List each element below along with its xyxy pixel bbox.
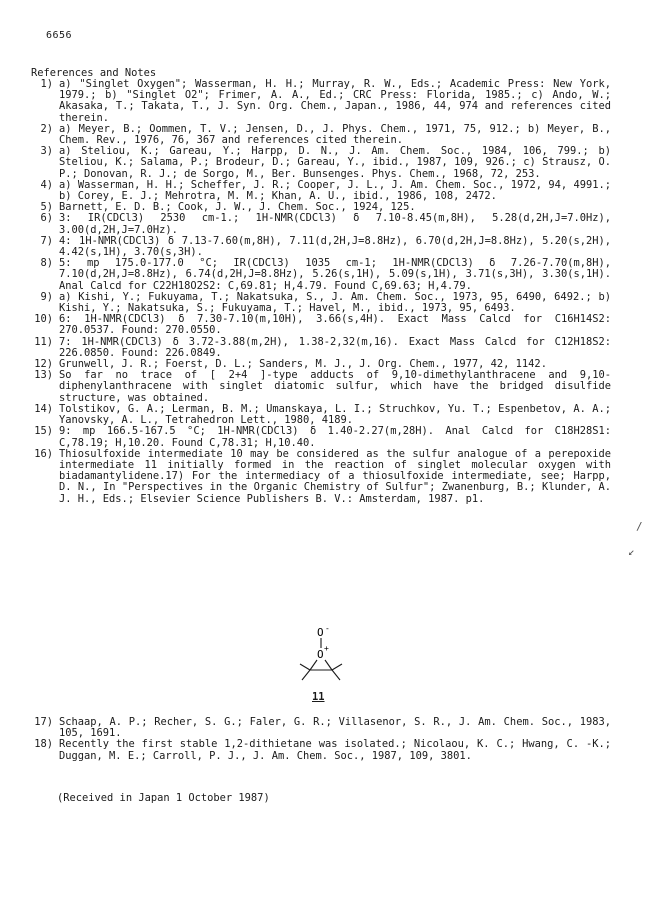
reference-text: Grunwell, J. R.; Foerst, D. L.; Sanders, M. J., J. Org. Chem., 1977, 42, 1142. bbox=[59, 358, 547, 371]
negative-charge: - bbox=[325, 626, 330, 633]
reference-number: 6) bbox=[40, 212, 53, 225]
margin-mark: / bbox=[636, 520, 643, 533]
reference-item bbox=[31, 739, 611, 761]
reference-item bbox=[31, 449, 611, 505]
reference-number: 5) bbox=[40, 201, 53, 214]
reference-item bbox=[31, 292, 611, 314]
reference-text: a) Steliou, K.; Gareau, Y.; Harpp, D. N., J. Am. Chem. Soc., 1984, 106, 799.; b) Steliou, K.; Salama, P.; Brodeur, D.; Gareau, Y., ibid., 1987, 109, 926.; c) Strausz, O. P.; Donovan, R. J.; de Sorgo, M., Ber. Bunsenges. Phys. Chem., 1968, 72, 253. bbox=[59, 145, 611, 180]
reference-item bbox=[31, 213, 611, 235]
reference-text: a) Kishi, Y.; Fukuyama, T.; Nakatsuka, S., J. Am. Chem. Soc., 1973, 95, 6490, 6492.; b) Kishi, Y.; Nakatsuka, S.; Fukuyama, T.; Havel, M., ibid., 1973, 95, 6493. bbox=[59, 290, 611, 315]
substituent-bond bbox=[300, 664, 310, 670]
substituent-bond bbox=[332, 664, 342, 670]
reference-number: 7) bbox=[40, 234, 53, 247]
oxygen-anion-atom: O bbox=[317, 626, 324, 639]
reference-number: 17) bbox=[34, 716, 53, 728]
figure-label: 11 bbox=[312, 691, 325, 703]
reference-text: 4: 1H-NMR(CDCl3) δ 7.13-7.60(m,8H), 7.11(d,2H,J=8.8Hz), 6.70(d,2H,J=8.8Hz), 5.20(s,2H), 4.42(s,1H), 3.70(s,3H). bbox=[59, 234, 611, 259]
reference-number: 2) bbox=[40, 122, 53, 135]
reference-text: Recently the first stable 1,2-dithietane was isolated.; Nicolaou, K. C.; Hwang, C. -K.; Duggan, M. E.; Carroll, P. J., J. Am. Chem. Soc., 1987, 109, 3801. bbox=[59, 738, 611, 762]
reference-item bbox=[31, 79, 611, 124]
reference-number: 4) bbox=[40, 178, 53, 191]
page-number: 6656 bbox=[46, 30, 73, 41]
reference-number: 9) bbox=[40, 290, 53, 303]
reference-number: 11) bbox=[34, 335, 53, 348]
reference-text: 7: 1H-NMR(CDCl3) δ 3.72-3.88(m,2H), 1.38-2,32(m,16). Exact Mass Calcd for C12H18S2: 226.0850. Found: 226.0849. bbox=[59, 335, 611, 359]
reference-item bbox=[31, 124, 611, 146]
substituent-bond bbox=[302, 670, 310, 680]
reference-text: 5: mp 175.0-177.0 °C; IR(CDCl3) 1035 cm-1; 1H-NMR(CDCl3) δ 7.26-7.70(m,8H), 7.10(d,2H,J=8.8Hz), 6.74(d,2H,J=8.8Hz), 5.26(s,1H), 5.09(s,1H), 3.71(s,3H), 3.30(s,1H). Anal Calcd for C22H18O2S2: C,69.81; H,4.79. Found C,69.63; H,4.79. bbox=[59, 257, 611, 292]
reference-item bbox=[31, 426, 611, 448]
reference-text: Barnett, E. D. B.; Cook, J. W., J. Chem. Soc., 1924, 125. bbox=[59, 201, 416, 214]
reference-number: 12) bbox=[34, 358, 53, 371]
reference-number: 10) bbox=[34, 313, 53, 326]
reference-item bbox=[31, 337, 611, 359]
reference-number: 3) bbox=[40, 145, 53, 158]
reference-text: So far no trace of [ 2+4 ]-type adducts of 9,10-dimethylanthracene and 9,10-diphenylanthracene with singlet diatomic sulfur, which have the bridged disulfide structure, was obtained. bbox=[59, 369, 611, 404]
reference-number: 1) bbox=[40, 78, 53, 90]
reference-text: a) Wasserman, H. H.; Scheffer, J. R.; Cooper, J. L., J. Am. Chem. Soc., 1972, 94, 4991.; b) Corey, E. J.; Mehrotra, M. M.; Khan, A. U., ibid., 1986, 108, 2472. bbox=[59, 178, 611, 203]
reference-item bbox=[31, 717, 611, 739]
reference-text: Schaap, A. P.; Recher, S. G.; Faler, G. R.; Villasenor, S. R., J. Am. Chem. Soc., 1983, 105, 1691. bbox=[59, 716, 611, 740]
reference-text: 6: 1H-NMR(CDCl3) δ 7.30-7.10(m,10H), 3.66(s,4H). Exact Mass Calcd for C16H14S2: 270.0537. Found: 270.0550. bbox=[59, 313, 611, 337]
oxygen-cation-atom: O bbox=[317, 648, 324, 661]
reference-item bbox=[31, 258, 611, 292]
reference-item bbox=[31, 370, 611, 404]
reference-item bbox=[31, 180, 611, 202]
reference-text: Tolstikov, G. A.; Lerman, B. M.; Umanskaya, L. I.; Struchkov, Yu. T.; Espenbetov, A. A.; Yanovsky, A. L., Tetrahedron Lett., 1980, 4189. bbox=[59, 402, 611, 427]
reference-number: 8) bbox=[40, 257, 53, 270]
reference-text: Thiosulfoxide intermediate 10 may be considered as the sulfur analogue of a perepoxide intermediate 11 initially formed in the reaction of singlet molecular oxygen with biadamantylidene.17) For the intermediacy of a thiosulfoxide intermediate, see; Harpp, D. N., In "Perspectives in the Organic Chemistry of Sulfur"; Zwanenburg, B.; Klunder, A. J. H., Eds.; Elsevier Science Publishers B. V.: Amsterdam, 1987. p1. bbox=[59, 447, 611, 505]
reference-item bbox=[31, 404, 611, 426]
reference-number: 18) bbox=[34, 738, 53, 751]
section-heading: References and Notes bbox=[31, 67, 157, 79]
reference-item bbox=[31, 146, 611, 180]
reference-text: 3: IR(CDCl3) 2530 cm-1.; 1H-NMR(CDCl3) δ 7.10-8.45(m,8H), 5.28(d,2H,J=7.0Hz), 3.00(d,2H,J=7.0Hz). bbox=[59, 212, 611, 236]
received-date: (Received in Japan 1 October 1987) bbox=[57, 792, 270, 804]
reference-text: a) Meyer, B.; Oommen, T. V.; Jensen, D., J. Phys. Chem., 1971, 75, 912.; b) Meyer, B., Chem. Rev., 1976, 76, 367 and references cited therein. bbox=[59, 122, 611, 147]
reference-text: 9: mp 166.5-167.5 °C; 1H-NMR(CDCl3) δ 1.40-2.27(m,28H). Anal Calcd for C18H28S1: C,78.19; H,10.20. Found C,78.31; H,10.40. bbox=[59, 425, 611, 449]
reference-number: 13) bbox=[34, 369, 53, 382]
reference-number: 15) bbox=[34, 425, 53, 438]
margin-mark: ↙ bbox=[628, 545, 635, 558]
reference-number: 16) bbox=[34, 447, 53, 460]
reference-item bbox=[31, 314, 611, 336]
substituent-bond bbox=[332, 670, 340, 680]
epoxide-bond-right bbox=[325, 660, 332, 670]
reference-list bbox=[31, 79, 611, 505]
reference-list-continued bbox=[31, 717, 611, 762]
reference-number: 14) bbox=[34, 402, 53, 415]
reference-item bbox=[31, 236, 611, 258]
positive-charge: + bbox=[324, 644, 329, 653]
reference-text: a) "Singlet Oxygen"; Wasserman, H. H.; Murray, R. W., Eds.; Academic Press: New York, 1979.; b) "Singlet O2"; Frimer, A. A., Ed.; CRC Press: Florida, 1985.; c) Ando, W.; Akasaka, T.; Takata, T., J. Syn. Org. Chem., Japan., 1986, 44, 974 and references cited therein. bbox=[59, 78, 611, 124]
epoxide-bond-left bbox=[310, 660, 317, 670]
